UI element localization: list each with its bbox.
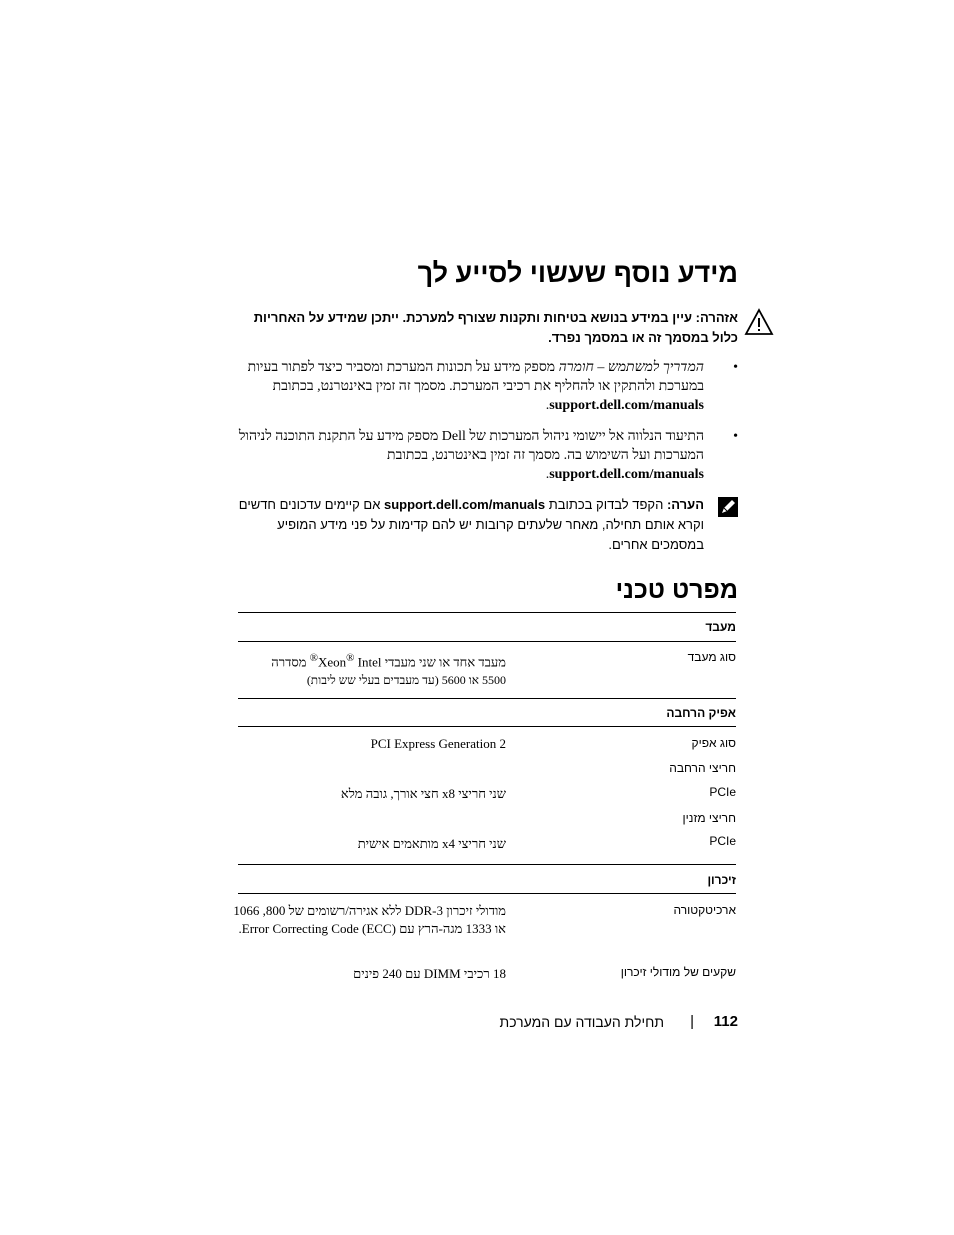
spec-label: PCIe (709, 785, 736, 799)
divider (238, 698, 736, 699)
divider (238, 612, 736, 613)
specs-title: מפרט טכני (615, 576, 738, 604)
manual-title: המדריך למשתמש – חומרה (558, 360, 704, 375)
registered-mark: ® (309, 652, 318, 664)
spec-value: שני חריצי x4 מותאמים אישית (357, 836, 506, 851)
processor-value-line2: 5500 או 5600 (עד מעבדים בעלי שש ליבות) (306, 673, 506, 688)
divider (238, 893, 736, 894)
spec-value (226, 649, 506, 689)
divider (238, 641, 736, 642)
manuals-link[interactable]: support.dell.com/manuals (549, 467, 704, 482)
spec-value: 18 רכיבי DIMM עם 240 פינים (353, 966, 506, 981)
bullet-end: . (545, 398, 550, 413)
list-item (234, 358, 738, 415)
spec-label: חריצי מזנין (682, 811, 736, 825)
spec-value: שני חריצי x8 חצי אורך, גובה מלא (340, 786, 506, 801)
section-heading-memory: זיכרון (707, 873, 736, 887)
spec-label: ארכיטקטורה (673, 903, 736, 917)
note-pencil-icon (718, 497, 738, 517)
spec-label: PCIe (709, 834, 736, 848)
section-heading-expansion: אפיק הרחבה (666, 706, 736, 720)
note-label: הערה: (666, 497, 704, 512)
note-text (224, 495, 704, 555)
page-number: 112 (713, 1013, 738, 1030)
footer-title: תחילת העבודה עם המערכת (499, 1014, 664, 1030)
spec-value: PCI Express Generation 2 (370, 736, 506, 751)
footer-separator: | (690, 1013, 694, 1030)
warning-box (238, 308, 738, 348)
list-item (234, 427, 738, 484)
bullet-text: מספק מידע על תכונות המערכת ומסביר כיצד לפתור בעיות במערכת ולהתקין או להחליף את רכיבי המערכת. מסמך זה זמין באינטרנט, בכתובת (247, 360, 704, 394)
registered-mark: ® (346, 652, 355, 664)
bullet-list-1 (234, 358, 738, 415)
spec-value: מודולי זיכרון DDR-3 ללא אגירה/רשומים של 800, 1066 או 1333 מגה-הרץ עם Error Correcting Code (ECC). (233, 903, 506, 936)
manuals-link[interactable]: support.dell.com/manuals (549, 398, 704, 413)
note-text-a: הקפד לבדוק בכתובת (545, 497, 667, 512)
spec-label: חריצי הרחבה (669, 761, 736, 775)
divider (238, 726, 736, 727)
processor-value-a: מעבד אחד או שני מעבדי Xeon (317, 654, 506, 670)
section-heading-processor: מעבד (705, 620, 736, 634)
page-title: מידע נוסף שעשוי לסייע לך (417, 258, 738, 288)
divider (238, 864, 736, 865)
note-box (224, 495, 704, 555)
bullet-dot: • (733, 429, 738, 444)
bullet-dot: • (733, 360, 738, 375)
warning-text: אזהרה: עיין במידע בנושא בטיחות ותקנות שצורף למערכת. ייתכן שמידע על האחריות כלול במסמך זה או במסמך נפרד. (253, 310, 738, 345)
warning-triangle-icon (744, 308, 774, 336)
spec-label: סוג מעבד (687, 650, 736, 664)
bullet-list-2 (234, 427, 738, 484)
bullet-text: התיעוד הנלווה אל יישומי ניהול המערכות של Dell מספק מידע על התקנת התוכנה לניהול המערכות ועל השימוש בה. מסמך זה זמין באינטרנט, בכתובת (238, 429, 704, 463)
spec-label: שקעים של מודולי זיכרון (620, 965, 736, 979)
note-text-b: אם קיימים עדכונים חדשים וקרא אותם תחילה, מאחר שלעתים קרובות יש להם קדימות על פני מידע המופיע במסמכים אחרים. (238, 497, 704, 552)
processor-value-c: מסדרה (271, 654, 310, 670)
bullet-end: . (545, 467, 550, 482)
processor-value-b: Intel (354, 654, 382, 670)
spec-label: סוג אפיק (691, 736, 736, 750)
manuals-link[interactable]: support.dell.com/manuals (384, 497, 546, 512)
